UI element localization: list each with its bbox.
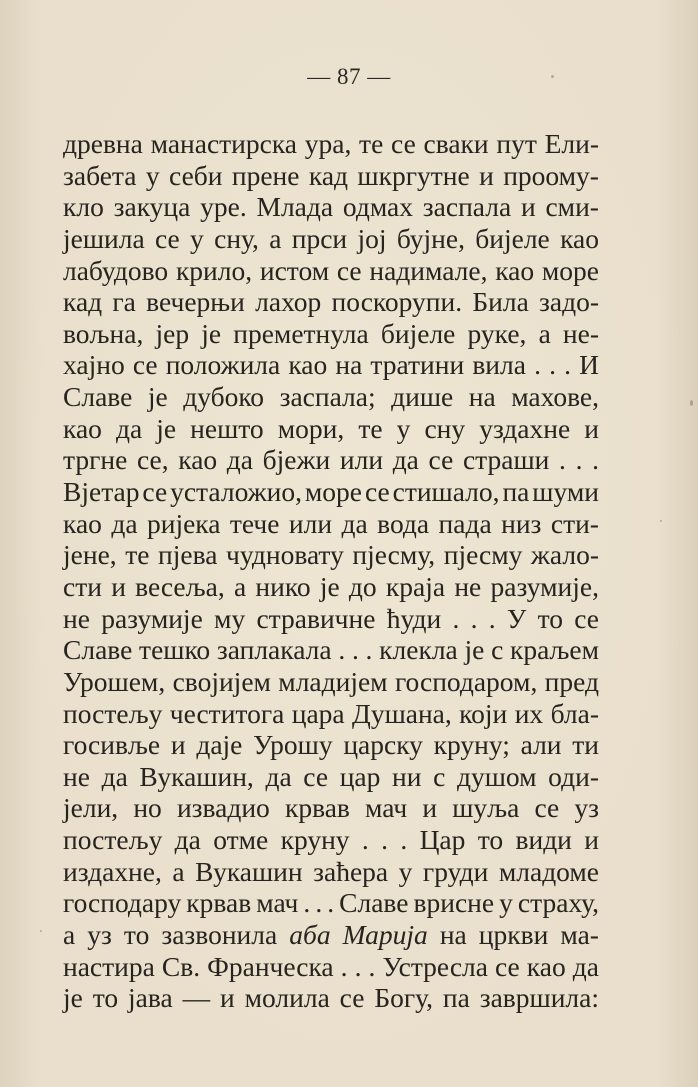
text-line (63, 160, 599, 192)
line-text: Урошем, својијем младијем господаром, пред (63, 665, 599, 697)
line-text: Славе тешко заплакала . . . клекла је с краљем (63, 634, 599, 666)
line-text: је то јава — и молила се Богу, па завршила: (63, 982, 599, 1014)
text-line (63, 761, 599, 793)
text-line (63, 887, 599, 919)
line-text: не да Вукашин, да се цар ни с душом оди- (63, 760, 600, 792)
line-text: Славе је дубоко заспала; дише на махове, (63, 381, 599, 413)
line-text: хајно се положила као на тратини вила . . . И (63, 349, 599, 381)
line-text: лабудово крило, истом се надимале, као море (63, 254, 600, 286)
line-text: тргне се, као да бјежи или да се страши . . . (63, 444, 599, 476)
page-number: — 87 — (307, 64, 391, 89)
line-text: госивље и даје Урошу царску круну; али ти (63, 729, 599, 761)
text-line (63, 191, 599, 223)
italic-bell-name: аба Марија (289, 919, 428, 951)
paper-speck (690, 400, 693, 406)
text-line (63, 951, 599, 983)
text-line (63, 571, 599, 603)
text-line (63, 318, 599, 350)
text-line (63, 413, 599, 445)
text-line (63, 729, 599, 761)
paper-speck (551, 75, 554, 78)
paper-speck (40, 930, 42, 932)
text-line (63, 824, 599, 856)
text-line (63, 856, 599, 888)
line-text: као да ријека тече или да вода пада низ сти- (63, 507, 599, 539)
text-line (63, 634, 599, 666)
line-text: јешила се у сну, а прси јој бујне, бијеле као (63, 222, 599, 254)
text-line (63, 982, 599, 1014)
line-text: господару крвав мач . . . Славе врисне у страху, (63, 887, 599, 919)
line-text: настира Св. Франческа . . . Устресла се као да (63, 950, 599, 982)
paper-speck (660, 520, 662, 522)
text-line (63, 919, 599, 951)
text-line (63, 128, 599, 160)
line-text: постељу да отме круну . . . Цар то види и (63, 824, 599, 856)
line-text: постељу честитога цара Душана, који их бла- (63, 697, 599, 729)
text-line (63, 539, 599, 571)
line-text: јели, но извадио крвав мач и шуља се уз (63, 792, 600, 824)
line-text: вољна, јер је преметнула бијеле руке, а не- (63, 317, 600, 349)
text-line (63, 349, 599, 381)
text-line (63, 508, 599, 540)
line-text: издахне, а Вукашин заћера у груди младоме (63, 855, 600, 887)
text-line (63, 792, 599, 824)
text-line (63, 698, 599, 730)
line-text: на цркви ма- (427, 919, 599, 951)
text-line (63, 666, 599, 698)
line-text: кад га вечерњи лахор поскорупи. Била задо- (63, 286, 600, 318)
line-text: као да је нешто мори, те у сну уздахне и (63, 412, 599, 444)
line-text: а уз то зазвонила (63, 919, 290, 951)
line-text: јене, те пјева чудновату пјесму, пјесму жало- (63, 539, 600, 571)
line-text: не разумије му стравичне ћуди . . . У то се (63, 602, 600, 634)
line-text: древна манастирска ура, те се сваки пут Ели- (63, 128, 600, 159)
text-line (63, 223, 599, 255)
body-text (63, 128, 599, 1014)
text-line (63, 444, 599, 476)
text-line (63, 381, 599, 413)
line-text: сти и весеља, а нико је до краја не разумије, (63, 570, 599, 602)
text-line (63, 286, 599, 318)
text-line (63, 255, 599, 287)
line-text: кло закуца уре. Млада одмах заспала и сми- (63, 191, 599, 223)
line-text: забета у себи прене кад шкргутне и проому- (63, 159, 599, 191)
text-line (63, 476, 599, 508)
line-text: Вјетар се усталожио, море се стишало, па шуми (63, 476, 599, 508)
text-line (63, 603, 599, 635)
